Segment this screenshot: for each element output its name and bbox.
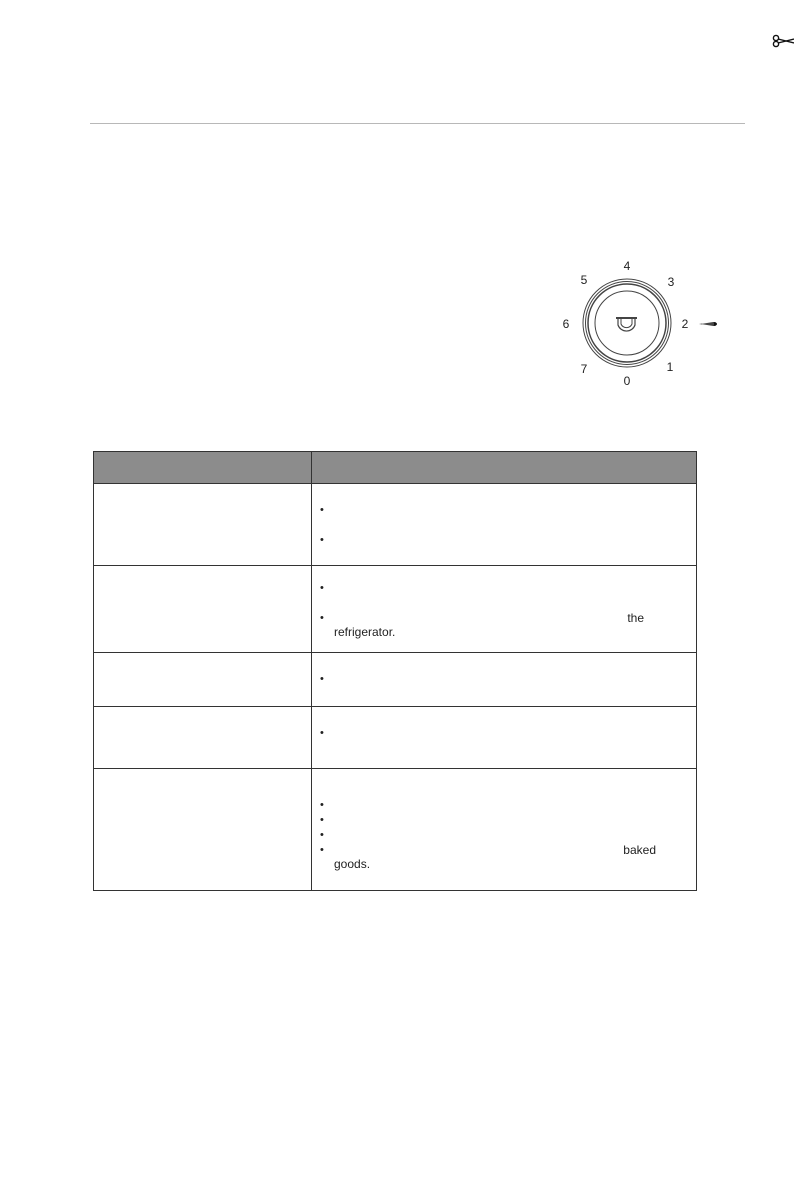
- description-cell: [312, 484, 697, 566]
- list-item: [320, 672, 686, 686]
- bullet-list: [312, 484, 696, 547]
- setting-cell: [94, 566, 312, 653]
- description-cell: [312, 653, 697, 707]
- dial-number: 3: [667, 275, 675, 289]
- bullet-text: refrigerator.: [334, 625, 396, 639]
- dial-knob: [583, 279, 671, 367]
- list-item: [320, 798, 686, 812]
- table-row: [94, 653, 697, 707]
- dial-number: 4: [623, 259, 631, 273]
- bullet-text: • baked: [623, 843, 656, 857]
- list-item: [320, 533, 686, 547]
- dial-number: 1: [666, 360, 674, 374]
- list-item: [320, 813, 686, 827]
- bullet-list: [312, 707, 696, 740]
- setting-cell: [94, 653, 312, 707]
- setting-cell: [94, 769, 312, 891]
- header-rule: [90, 123, 745, 124]
- scissors-icon: [772, 34, 794, 48]
- list-item: [320, 581, 686, 595]
- table-row: [94, 484, 697, 566]
- description-cell: [312, 707, 697, 769]
- bullet-list: [312, 566, 696, 639]
- description-cell: [312, 769, 697, 891]
- list-item: [320, 726, 686, 740]
- setting-cell: [94, 484, 312, 566]
- list-item: [320, 843, 686, 871]
- indicator-mark-icon: [699, 322, 717, 326]
- dial-number: 6: [562, 317, 570, 331]
- list-item: [320, 503, 686, 517]
- dial-number: 5: [580, 273, 588, 287]
- dial-number: 0: [623, 374, 631, 388]
- dial-number: 2: [681, 317, 689, 331]
- setting-cell: [94, 707, 312, 769]
- bullet-list: [312, 769, 696, 871]
- dial-number: 7: [580, 362, 588, 376]
- list-item: [320, 611, 686, 639]
- settings-table: [93, 451, 697, 891]
- header-cell-description: [312, 452, 697, 484]
- bullet-text: goods.: [334, 857, 371, 871]
- thermostat-dial-figure: [555, 255, 730, 395]
- table-row: [94, 566, 697, 653]
- table-header-row: [94, 452, 697, 484]
- dial-pointer-icon: [616, 317, 637, 331]
- description-cell: [312, 566, 697, 653]
- bullet-list: [312, 653, 696, 686]
- bullet-text: • the: [627, 611, 644, 625]
- header-cell-setting: [94, 452, 312, 484]
- table-row: [94, 769, 697, 891]
- list-item: [320, 828, 686, 842]
- table-row: [94, 707, 697, 769]
